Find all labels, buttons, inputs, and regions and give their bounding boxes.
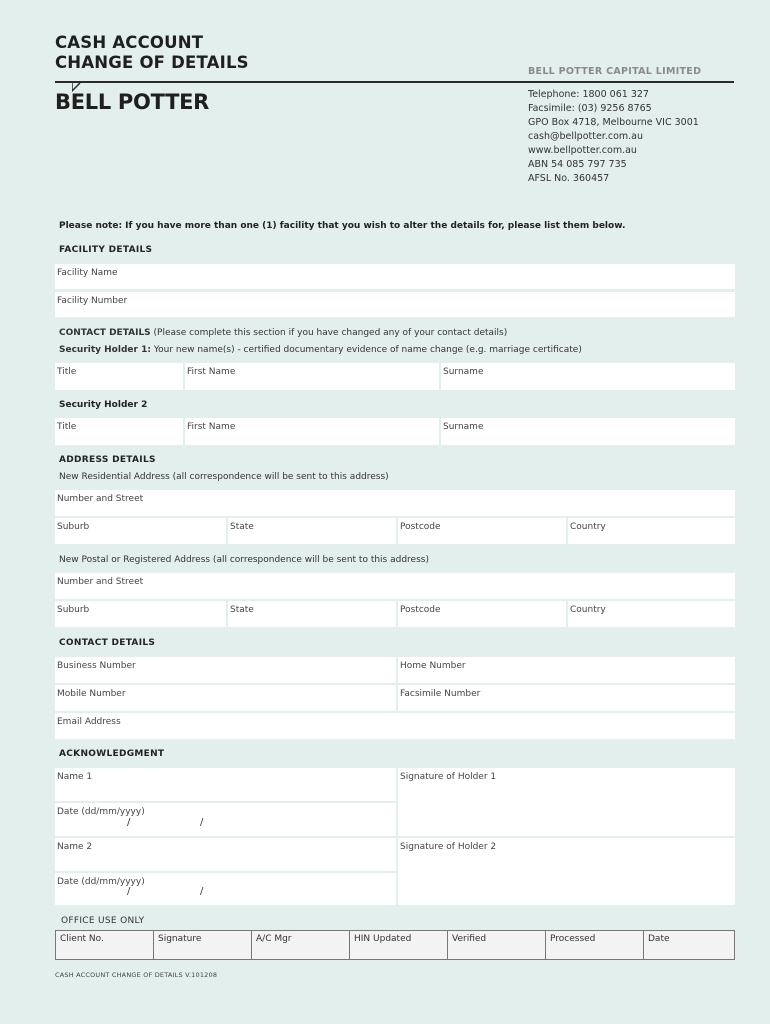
postal-postcode-field[interactable] <box>398 601 566 627</box>
bell-potter-logo: BELL POTTER <box>55 90 210 114</box>
surname-label: Surname <box>443 422 484 432</box>
office-cell-verified[interactable]: Verified <box>448 931 546 960</box>
state-label: State <box>230 605 254 615</box>
postal-suburb-field[interactable] <box>55 601 226 627</box>
holder2-label: Security Holder 2 <box>59 400 148 410</box>
holder1-surname-field[interactable] <box>441 363 735 390</box>
office-cell-ac-mgr[interactable]: A/C Mgr <box>252 931 350 960</box>
title-label: Title <box>57 422 77 432</box>
facsimile-number-label: Facsimile Number <box>400 689 481 699</box>
holder1-title-field[interactable] <box>55 363 183 390</box>
name2-field[interactable] <box>55 838 396 871</box>
date1-slash-2: / <box>200 817 204 828</box>
home-number-field[interactable] <box>398 657 735 683</box>
number-street-label: Number and Street <box>57 577 144 587</box>
postal-state-field[interactable] <box>228 601 396 627</box>
office-use-row <box>56 931 735 960</box>
surname-label: Surname <box>443 367 484 377</box>
postcode-label: Postcode <box>400 605 441 615</box>
residential-street-field[interactable] <box>55 490 735 516</box>
date2-slash-1: / <box>127 886 131 897</box>
mobile-number-label: Mobile Number <box>57 689 126 699</box>
office-use-table <box>55 930 735 960</box>
holder2-surname-field[interactable] <box>441 418 735 445</box>
residential-state-field[interactable] <box>228 518 396 544</box>
postal-address: GPO Box 4718, Melbourne VIC 3001 <box>528 117 699 128</box>
holder1-line <box>59 345 582 355</box>
email-address-label: Email Address <box>57 717 121 727</box>
header-rule <box>55 81 734 83</box>
date1-slash-1: / <box>127 817 131 828</box>
mobile-number-field[interactable] <box>55 685 396 711</box>
office-cell-client-no[interactable]: Client No. <box>56 931 154 960</box>
acknowledgment-heading: ACKNOWLEDGMENT <box>59 749 165 759</box>
date2-field[interactable] <box>55 873 396 905</box>
signature1-label: Signature of Holder 1 <box>400 772 497 782</box>
signature2-field[interactable] <box>398 838 735 905</box>
facsimile: Facsimile: (03) 9256 8765 <box>528 103 652 114</box>
residential-note: New Residential Address (all correspondence will be sent to this address) <box>59 472 389 482</box>
holder1-label: Security Holder 1: <box>59 345 151 355</box>
form-title <box>55 33 249 73</box>
email-address-field[interactable] <box>55 713 735 739</box>
postcode-label: Postcode <box>400 522 441 532</box>
facility-number-field[interactable] <box>55 292 735 317</box>
telephone: Telephone: 1800 061 327 <box>528 89 649 100</box>
name1-label: Name 1 <box>57 772 93 782</box>
holder2-first-name-field[interactable] <box>185 418 439 445</box>
please-note: Please note: If you have more than one (1) facility that you wish to alter the details for, please list them below. <box>59 221 626 231</box>
title-label: Title <box>57 367 77 377</box>
contact-block <box>528 88 699 186</box>
website: www.bellpotter.com.au <box>528 145 637 156</box>
office-cell-date[interactable]: Date <box>644 931 735 960</box>
business-number-label: Business Number <box>57 661 136 671</box>
suburb-label: Suburb <box>57 522 90 532</box>
facsimile-number-field[interactable] <box>398 685 735 711</box>
country-label: Country <box>570 605 606 615</box>
contact-details-heading: CONTACT DETAILS <box>59 638 156 648</box>
office-cell-hin-updated[interactable]: HIN Updated <box>350 931 448 960</box>
postal-note: New Postal or Registered Address (all correspondence will be sent to this address) <box>59 555 429 565</box>
residential-country-field[interactable] <box>568 518 735 544</box>
postal-street-field[interactable] <box>55 573 735 599</box>
contact-heading-note: (Please complete this section if you have changed any of your contact details) <box>153 328 508 338</box>
business-number-field[interactable] <box>55 657 396 683</box>
residential-postcode-field[interactable] <box>398 518 566 544</box>
date2-label: Date (dd/mm/yyyy) <box>57 877 145 887</box>
facility-heading: FACILITY DETAILS <box>59 245 153 255</box>
residential-suburb-field[interactable] <box>55 518 226 544</box>
address-heading: ADDRESS DETAILS <box>59 455 156 465</box>
first-name-label: First Name <box>187 367 236 377</box>
company-name: BELL POTTER CAPITAL LIMITED <box>528 66 702 77</box>
postal-country-field[interactable] <box>568 601 735 627</box>
abn: ABN 54 085 797 735 <box>528 159 627 170</box>
name1-field[interactable] <box>55 768 396 801</box>
date2-slash-2: / <box>200 886 204 897</box>
form-version-footer: CASH ACCOUNT CHANGE OF DETAILS V.101208 <box>55 971 218 979</box>
first-name-label: First Name <box>187 422 236 432</box>
office-cell-processed[interactable]: Processed <box>546 931 644 960</box>
date1-label: Date (dd/mm/yyyy) <box>57 807 145 817</box>
suburb-label: Suburb <box>57 605 90 615</box>
holder1-first-name-field[interactable] <box>185 363 439 390</box>
office-cell-signature[interactable]: Signature <box>154 931 252 960</box>
facility-number-label: Facility Number <box>57 296 128 306</box>
holder2-title-field[interactable] <box>55 418 183 445</box>
afsl: AFSL No. 360457 <box>528 173 610 184</box>
home-number-label: Home Number <box>400 661 466 671</box>
title-line-2: CHANGE OF DETAILS <box>55 53 249 72</box>
country-label: Country <box>570 522 606 532</box>
title-line-1: CASH ACCOUNT <box>55 33 204 52</box>
number-street-label: Number and Street <box>57 494 144 504</box>
facility-name-field[interactable] <box>55 264 735 289</box>
state-label: State <box>230 522 254 532</box>
signature1-field[interactable] <box>398 768 735 836</box>
signature2-label: Signature of Holder 2 <box>400 842 497 852</box>
email: cash@bellpotter.com.au <box>528 131 644 142</box>
contact-heading: CONTACT DETAILS <box>59 328 151 338</box>
date1-field[interactable] <box>55 803 396 836</box>
name2-label: Name 2 <box>57 842 93 852</box>
facility-name-label: Facility Name <box>57 268 118 278</box>
contact-heading-line <box>59 328 507 338</box>
holder1-note: Your new name(s) - certified documentary evidence of name change (e.g. marriage certificate) <box>153 345 582 355</box>
office-use-label: OFFICE USE ONLY <box>61 916 145 926</box>
